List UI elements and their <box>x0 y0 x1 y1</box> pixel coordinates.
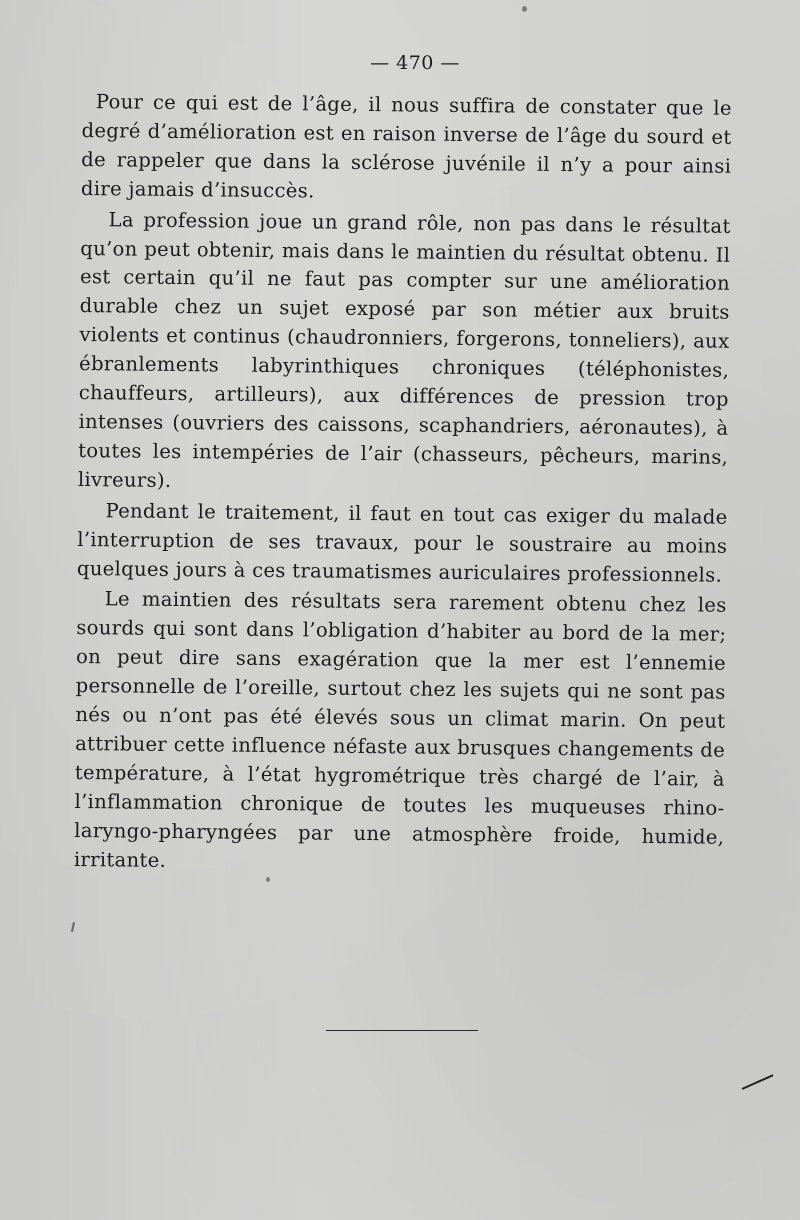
paragraph-treatment: Pendant le traitement, il faut en tout cas exiger du malade l’interruption de ses travaux, pour le soustraire au moins quelques jours à ces traumatismes auriculaires professionnels. <box>76 498 728 587</box>
paragraph-sea: Le maintien des résultats sera rarement obtenu chez les sourds qui sont dans l’obligation d’habiter au bord de la mer; on peut dire sans exagération que la mer est l’ennemie personnelle de l’oreille, surtout chez les sujets qui ne sont pas nés ou n’ont pas été élevés sous un climat marin. On peut attribuer cette influence néfaste aux brusques changements de température, à l’état hygrométrique très chargé de l’air, à l’inflammation chronique de toutes les muqueuses rhino-laryngo-pharyngées par une atmosphère froide, humide, irritante. <box>73 587 727 872</box>
page-number: — 470 — <box>370 52 460 74</box>
ink-mark <box>71 922 75 932</box>
ink-stroke <box>742 1074 774 1090</box>
body-text <box>74 88 732 881</box>
ink-speck <box>522 6 527 12</box>
end-rule <box>326 1030 478 1031</box>
ink-speck <box>266 877 270 882</box>
paragraph-age: Pour ce qui est de l’âge, il nous suffira de constater que le degré d’amélioration est en raison inverse de l’âge du sourd et de rappeler que dans la sclérose juvénile il n’y a pour ainsi dire jamais d’insuccès. <box>80 90 732 203</box>
paragraph-profession: La profession joue un grand rôle, non pas dans le résultat qu’on peut obtenir, mais dans le maintien du résultat obtenu. Il est certain qu’il ne faut pas compter sur une amélioration durable chez un sujet exposé par son métier aux bruits violents et continus (chaudronniers, forgerons, tonneliers), aux ébranlements labyrinthiques chroniques (téléphonistes, chauffeurs, artilleurs), aux différences de pression trop intenses (ouvriers des caissons, scaphandriers, aéronautes), à toutes les intempéries de l’air (chasseurs, pêcheurs, marins, livreurs). <box>77 207 731 492</box>
